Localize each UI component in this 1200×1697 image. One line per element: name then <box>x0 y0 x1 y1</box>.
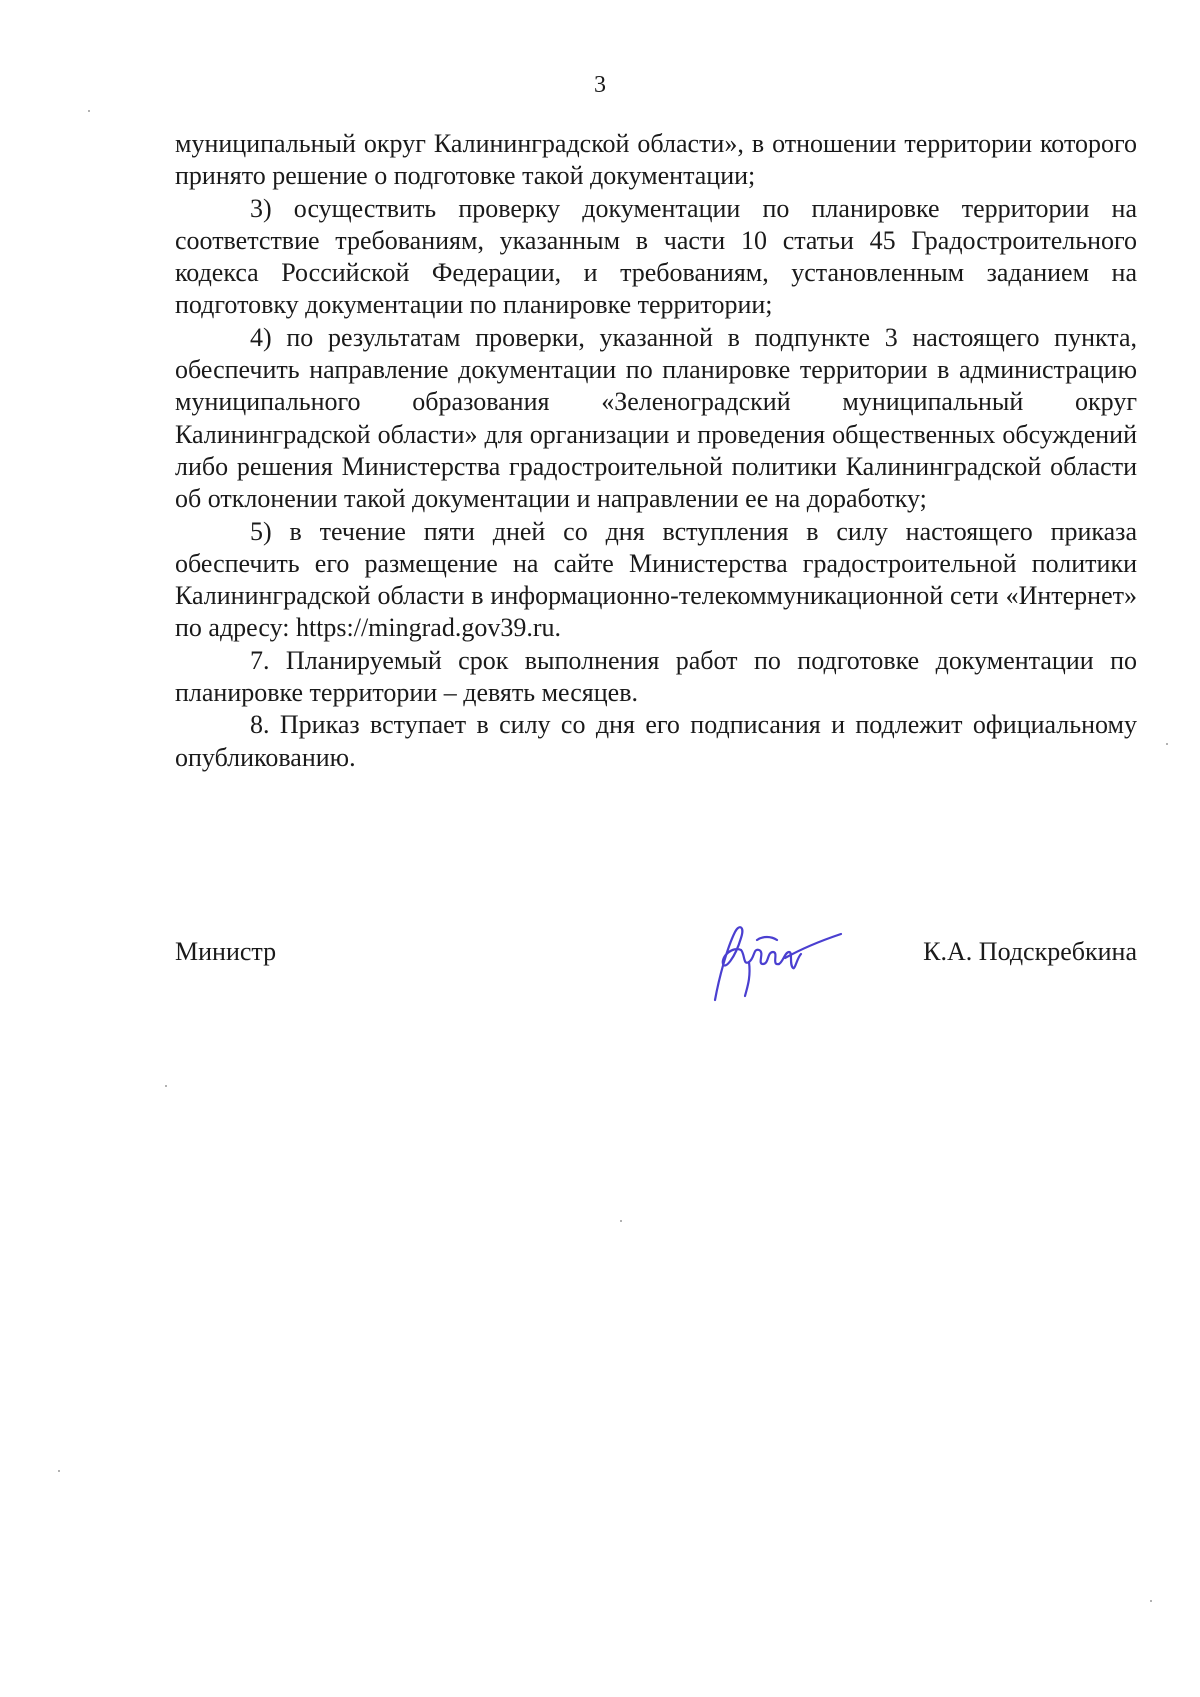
paragraph-continuation: муниципальный округ Калининградской области», в отношении территории которого принято решение о подготовке такой документации; <box>175 129 1137 191</box>
paragraph-item-7: 7. Планируемый срок выполнения работ по подготовке документации по планировке территории – девять месяцев. <box>175 645 1137 708</box>
scan-speck <box>165 1085 167 1087</box>
paragraph-item-8: 8. Приказ вступает в силу со дня его подписания и подлежит официальному опубликованию. <box>175 710 1137 772</box>
signatory-name: К.А. Подскребкина <box>923 937 1137 966</box>
paragraph-item-5: 5) в течение пяти дней со дня вступления в силу настоящего приказа обеспечить его размещение на сайте Министерства градостроительной политики Калининградской области в информационно-телекоммуникационной сети «Интернет» по адресу: https://mingrad.gov39.ru. <box>175 516 1137 643</box>
paragraph-item-4: 4) по результатам проверки, указанной в подпункте 3 настоящего пункта, обеспечить направление документации по планировке территории в администрацию муниципального образования «Зеленоградский муниципальный округ Калининградской области» для организации и проведения общественных обсуждений либо решения Министерства градостроительной политики Калининградской области об отклонении такой документации и направлении ее на доработку; <box>175 322 1137 514</box>
signatory-role: Министр <box>175 937 277 966</box>
paragraph-item-3: 3) осуществить проверку документации по планировке территории на соответствие требованиям, указанным в части 10 статьи 45 Градостроительного кодекса Российской Федерации, и требованиям, установленным заданием на подготовку документации по планировке территории; <box>175 193 1137 320</box>
scan-speck <box>620 1220 622 1222</box>
signature-block <box>175 936 1137 986</box>
page-number: 3 <box>594 72 606 98</box>
document-body <box>175 128 1137 774</box>
scan-speck <box>58 1470 60 1472</box>
scan-speck <box>1150 1600 1152 1602</box>
scan-speck <box>88 110 90 112</box>
handwritten-signature <box>705 918 845 1008</box>
scan-speck <box>1166 743 1168 745</box>
